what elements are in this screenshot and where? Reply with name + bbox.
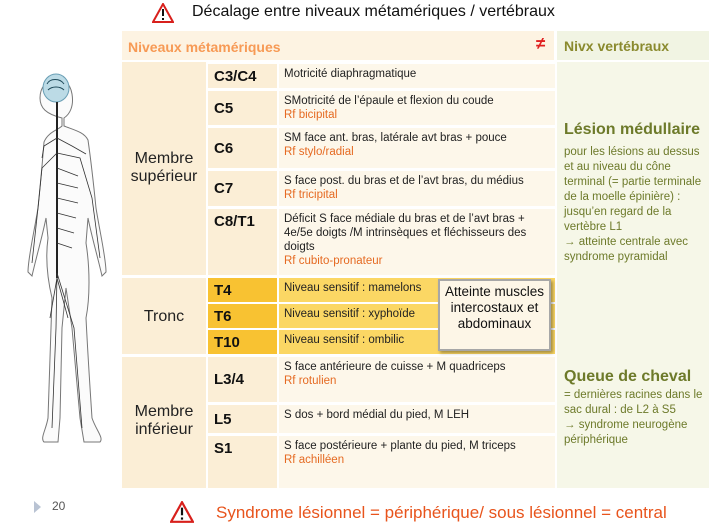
segment-cell: L5 — [208, 405, 277, 433]
page-number: 20 — [52, 499, 66, 513]
desc-cell — [279, 405, 555, 433]
group-trunk — [122, 278, 206, 354]
segment-cell: T4 — [208, 278, 277, 302]
desc-cell — [279, 128, 555, 168]
group-upper — [122, 62, 206, 275]
intercostal-callout: Atteinte muscles intercostaux et abdominaux — [438, 279, 551, 351]
lesion-text: pour les lésions au dessus et au niveau du cône terminal (= partie terminale de la moelle épinière) : jusqu’en regard de la vertèbre L1 — [564, 146, 702, 233]
desc-text: S face post. du bras et de l’avt bras, du médius — [284, 175, 524, 187]
reflex-text: Rf bicipital — [284, 109, 338, 121]
cauda-text: = dernières racines dans le sac dural : de L2 à S5 — [564, 389, 703, 416]
desc-text: S dos + bord médial du pied, M LEH — [284, 409, 470, 421]
desc-text: Niveau sensitif : ombilic — [284, 334, 405, 346]
group-lower-label: Membre inférieur — [134, 403, 194, 438]
reflex-text: Rf tricipital — [284, 189, 338, 201]
lesion-block — [564, 120, 704, 265]
desc-cell — [279, 209, 555, 275]
desc-text: SM face ant. bras, latérale avt bras + pouce — [284, 132, 507, 144]
group-trunk-label: Tronc — [143, 308, 185, 325]
desc-text: Niveau sensitif : xyphoïde — [284, 308, 416, 320]
segment-cell: L3/4 — [208, 357, 277, 402]
desc-cell — [279, 91, 555, 125]
nervous-system-illustration — [0, 58, 118, 466]
not-equal-sign: ≠ — [536, 34, 546, 53]
desc-cell — [279, 171, 555, 206]
desc-cell — [279, 436, 555, 488]
desc-cell — [279, 357, 555, 402]
desc-text: S face postérieure + plante du pied, M triceps — [284, 440, 516, 452]
group-upper-label: Membre supérieur — [130, 150, 198, 185]
segment-cell: T6 — [208, 304, 277, 328]
segment-cell: T10 — [208, 330, 277, 354]
warning-icon — [170, 501, 194, 523]
reflex-text: Rf cubito-pronateur — [284, 255, 383, 267]
desc-text: Niveau sensitif : mamelons — [284, 282, 422, 294]
desc-text: S face antérieure de cuisse + M quadriceps — [284, 361, 506, 373]
reflex-text: Rf rotulien — [284, 375, 337, 387]
segment-cell: C7 — [208, 171, 277, 206]
desc-text: Motricité diaphragmatique — [284, 68, 417, 80]
segment-cell: S1 — [208, 436, 277, 488]
cauda-consequence: → syndrome neurogène périphérique — [564, 419, 688, 446]
group-lower — [122, 357, 206, 488]
segment-cell: C6 — [208, 128, 277, 168]
reflex-text: Rf stylo/radial — [284, 146, 354, 158]
segment-cell: C5 — [208, 91, 277, 125]
desc-text: Déficit S face médiale du bras et de l’avt bras + 4e/5e doigts /M intrinsèques et fléchisseurs des doigts — [284, 213, 527, 253]
page-title: Décalage entre niveaux métamériques / vertébraux — [192, 3, 555, 20]
footer-title: Syndrome lésionnel = périphérique/ sous lésionnel = central — [216, 503, 667, 522]
lesion-title: Lésion médullaire — [564, 121, 701, 138]
cauda-title: Queue de cheval — [564, 368, 692, 385]
header-vertebral: Nivx vertébraux — [564, 38, 670, 54]
desc-cell — [279, 64, 555, 88]
lesion-consequence: → atteinte centrale avec syndrome pyramidal — [564, 236, 689, 263]
segment-cell: C3/C4 — [208, 64, 277, 88]
warning-icon — [152, 3, 174, 23]
desc-text: SMotricité de l’épaule et flexion du coude — [284, 95, 494, 107]
header-metameric: Niveaux métamériques — [128, 39, 281, 55]
nav-arrow-icon[interactable] — [34, 501, 41, 513]
segment-cell: C8/T1 — [208, 209, 277, 275]
reflex-text: Rf achilléen — [284, 454, 345, 466]
cauda-block — [564, 368, 704, 448]
